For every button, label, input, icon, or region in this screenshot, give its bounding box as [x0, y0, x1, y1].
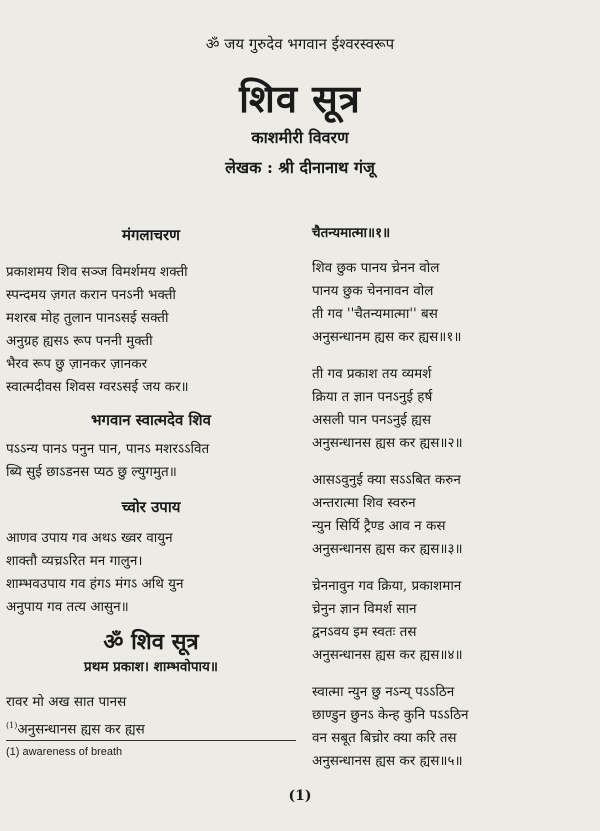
footnote-ref-line: $^{(1)}$अनुसन्धानस ह्यस कर ह्यस	[6, 721, 145, 738]
footnote-marker: (1)	[6, 721, 18, 730]
footnote: (1) awareness of breath	[6, 746, 123, 758]
verse-line: अनुपाय गव तत्य आसुन॥	[6, 599, 129, 615]
verse-line: छाण्डुन छुनऽ केन्ह कुनि पऽऽठिन	[312, 707, 469, 723]
verse-line: स्वात्मदीवस शिवस ग्वरऽसई जय कर॥	[6, 379, 189, 395]
subtitle: काशमीरी विवरण	[251, 128, 349, 147]
first-verse	[6, 691, 296, 714]
verse-line: स्वात्मा न्युन छु नऽन्य् पऽऽठिन	[312, 684, 455, 700]
verse-line: शाक्तौ व्यच्रऽरित मन गालुन।	[6, 553, 143, 569]
stanza	[312, 575, 596, 667]
verse-line: शिव छुक पानय च्रेनन वोल	[312, 260, 440, 276]
verse-line: शाम्भवउपाय गव हंगऽ मंगऽ अथि युन	[6, 576, 184, 592]
verse-line: वन सबूत बिच्रोर क्या करि तस	[312, 730, 457, 746]
verse-line: अनुग्रह ह्यसऽ रूप पननी मुक्ती	[6, 333, 153, 349]
right-column	[312, 222, 596, 787]
mangalacharan-verse	[6, 261, 296, 399]
verse-line: अनुसन्धानस ह्यस कर ह्यस॥३॥	[312, 541, 463, 557]
verse-line: ब्यि सुई छाऽडनस प्यठ छु ल्युगमुत॥	[6, 464, 177, 480]
verse-line: आणव उपाय गव अथऽ ख्वर वायुन	[6, 530, 173, 546]
verse-line: भैरव रूप छु ज़ानकर ज़ानकर	[6, 356, 148, 372]
stanza	[312, 363, 596, 455]
stanza	[312, 469, 596, 561]
verse-line: न्युन सिर्यि ट्रैण्ड आव न कस	[312, 518, 446, 534]
verse-line: ती गव प्रकाश तय व्यमर्श	[312, 366, 432, 382]
verse-line: मशरब मोह तुलान पानऽसई सक्ती	[6, 310, 169, 326]
sutra-heading: चैतन्यमात्मा॥१॥	[312, 225, 391, 241]
page-title: शिव सूत्र	[239, 76, 361, 121]
bhagvan-verse	[6, 438, 296, 484]
verse-line: ती गव ''चैतन्यमात्मा'' बस	[312, 306, 438, 322]
left-column	[6, 224, 296, 742]
mangalacharan-heading: मंगलाचरण	[122, 226, 180, 244]
stanza	[312, 257, 596, 349]
verse-line: स्पन्दमय ज़गत करान पनऽनी भक्ती	[6, 287, 176, 303]
bhagvan-heading: भगवान स्वात्मदेव शिव	[91, 411, 211, 429]
verse-line: क्रिया त ज्ञान पनऽनुई हर्ष	[312, 389, 433, 405]
verse-line: द्वनऽवय इम स्वतः तस	[312, 624, 417, 640]
verse-line: च्रेनुन ज्ञान विमर्श सान	[312, 601, 417, 617]
verse-line: अनुसन्धानस ह्यस कर ह्यस॥५॥	[312, 753, 463, 769]
prakash-heading: प्रथम प्रकाश। शाम्भवोपाय॥	[84, 659, 218, 675]
upaya-verse	[6, 527, 296, 619]
invocation: ॐ जय गुरुदेव भगवान ईश्वरस्वरूप	[205, 35, 395, 53]
om-shiva-sutra-heading: ॐ शिव सूत्र	[103, 629, 199, 655]
author-line: लेखक : श्री दीनानाथ गंजू	[225, 158, 375, 177]
verse-line: पानय छुक चेननावन वोल	[312, 283, 434, 299]
verse-line: अन्तरात्मा शिव स्वरुन	[312, 495, 416, 511]
verse-line: प्रकाशमय शिव सञ्ज विमर्शमय शक्ती	[6, 264, 188, 280]
verse-line: अनुसन्धानस ह्यस कर ह्यस॥२॥	[312, 435, 463, 451]
verse-line: पऽऽन्य पानऽ पनुन पान, पानऽ मशरऽऽवित	[6, 441, 210, 457]
page-number: (1)	[288, 788, 312, 804]
sutra-stanzas	[312, 257, 596, 773]
verse-line: रावर मो अख सात पानस	[6, 694, 127, 710]
stanza	[312, 681, 596, 773]
verse-line: आसऽवुनुई क्या सऽऽबित करुन	[312, 472, 461, 488]
verse-line: असली पान पनऽनुई ह्यस	[312, 412, 431, 428]
verse-line: अनुसन्धानम ह्यस कर ह्यस॥१॥	[312, 329, 462, 345]
verse-line: अनुसन्धानस ह्यस कर ह्यस॥४॥	[312, 647, 463, 663]
upaya-heading: च्वोर उपाय	[121, 498, 181, 516]
verse-line: च्रेननावुन गव क्रिया, प्रकाशमान	[312, 578, 462, 594]
footnote-rule	[6, 740, 296, 741]
